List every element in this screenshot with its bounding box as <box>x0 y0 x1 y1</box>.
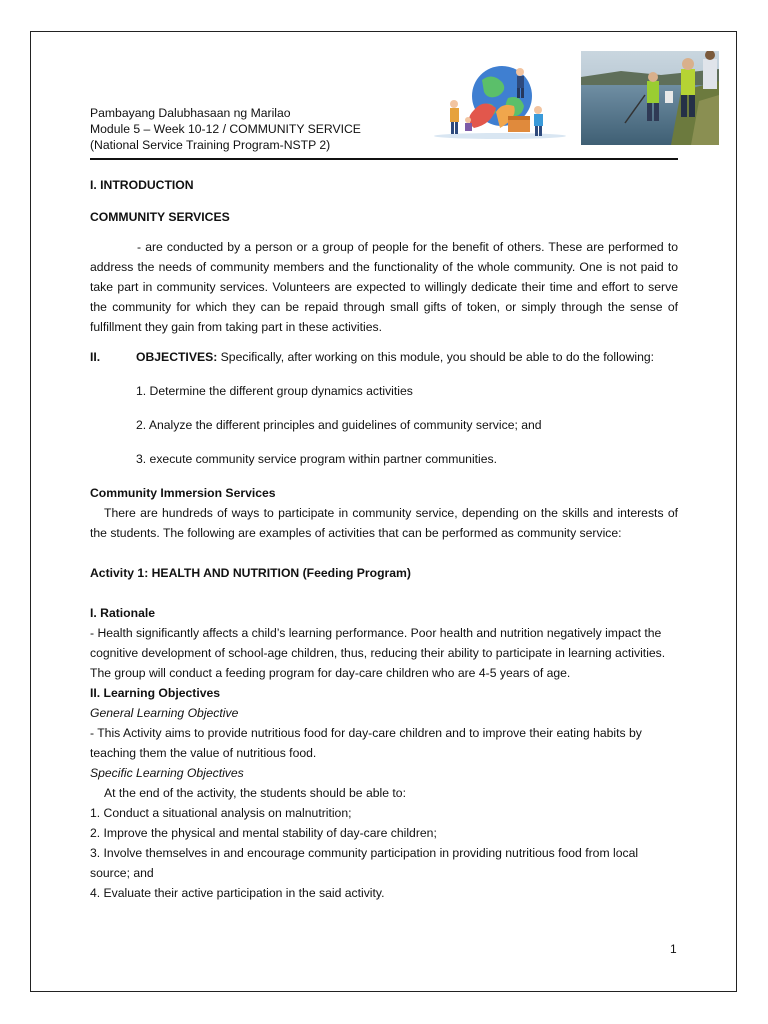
rationale-heading: I. Rationale <box>90 606 156 620</box>
specific-objective-item: 2. Improve the physical and mental stability of day-care children; <box>90 826 437 840</box>
objectives-text: Specifically, after working on this module, you should be able to do the following: <box>217 350 655 364</box>
general-objective-text: - This Activity aims to provide nutritious food for day-care children and to improve their eating habits by teaching them the value of nutritious food. <box>90 726 642 760</box>
document-header <box>90 105 361 153</box>
specific-objective-item: 3. Involve themselves in and encourage community participation in providing nutritious food from local source; and <box>90 846 639 880</box>
specific-objectives-heading: Specific Learning Objectives <box>90 766 244 780</box>
specific-objective-item: 4. Evaluate their active participation in the said activity. <box>90 886 385 900</box>
general-objective-heading: General Learning Objective <box>90 706 239 720</box>
immersion-paragraph: There are hundreds of ways to participate in community service, depending on the skills and interests of the students. The following are examples of activities that can be performed as community service: <box>90 506 678 540</box>
objectives-number: II. <box>90 350 101 364</box>
document-body <box>90 175 678 903</box>
objective-item: 2. Analyze the different principles and guidelines of community service; and <box>136 418 542 432</box>
header-rule <box>90 158 678 160</box>
community-services-heading: COMMUNITY SERVICES <box>90 210 230 224</box>
rationale-paragraph-2: The group will conduct a feeding program for day-care children who are 4-5 years of age. <box>90 666 571 680</box>
objective-item: 1. Determine the different group dynamics activities <box>136 384 413 398</box>
objective-item: 3. execute community service program within partner communities. <box>136 452 498 466</box>
objectives-line <box>90 347 678 367</box>
school-name: Pambayang Dalubhasaan ng Marilao <box>90 106 291 120</box>
page-number: 1 <box>670 942 677 956</box>
volunteers-cleanup-photo <box>581 51 719 145</box>
objectives-label: OBJECTIVES: <box>136 350 218 364</box>
specific-objective-item: 1. Conduct a situational analysis on malnutrition; <box>90 806 352 820</box>
globe-volunteers-illustration <box>430 58 570 140</box>
module-title: Module 5 – Week 10-12 / COMMUNITY SERVICE <box>90 122 361 136</box>
immersion-heading: Community Immersion Services <box>90 486 276 500</box>
intro-heading: I. INTRODUCTION <box>90 178 194 192</box>
activity-title: Activity 1: HEALTH AND NUTRITION (Feeding Program) <box>90 566 411 580</box>
program-name: (National Service Training Program-NSTP 2) <box>90 138 331 152</box>
learning-objectives-heading: II. Learning Objectives <box>90 686 221 700</box>
intro-paragraph: - are conducted by a person or a group of people for the benefit of others. These are performed to address the needs of community members and the functionality of the whole community. One is not paid to take part in community services. Volunteers are expected to willingly dedicate their time and effort to serve the community for which they can be repaid through small gifts of token, or simply through the sense of fulfillment they gain from taking part in these activities. <box>90 240 678 334</box>
specific-objectives-intro: At the end of the activity, the students should be able to: <box>104 786 406 800</box>
rationale-paragraph: - Health significantly affects a child’s learning performance. Poor health and nutrition negatively impact the cognitive development of school-age children, thus, reducing their ability to participate in learning activities. <box>90 626 666 660</box>
